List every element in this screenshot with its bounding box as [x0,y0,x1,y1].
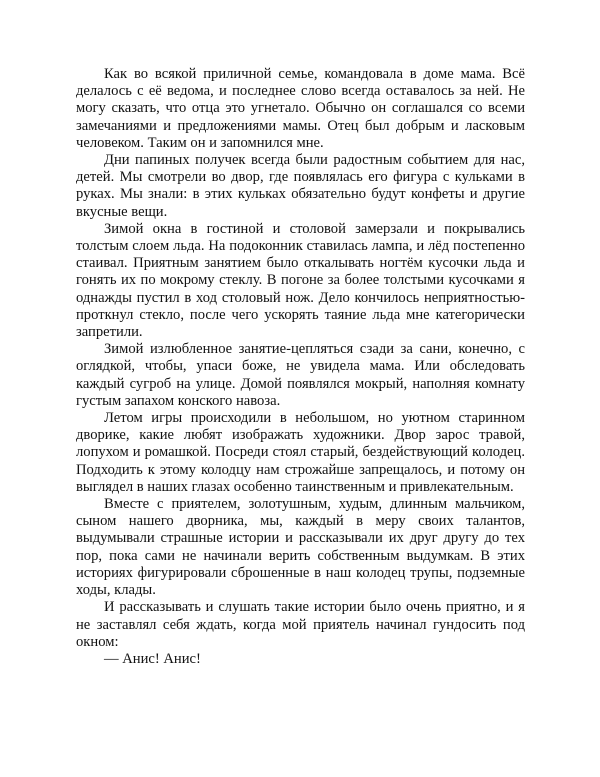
paragraph: Зимой окна в гостиной и столовой замерзали и покрывались толстым слоем льда. На подоконник ставилась лампа, и лёд постепенно стаивал. Приятным занятием было откалывать ногтём кусочки льда и гонять их по мокрому стеклу. В погоне за более толстыми кусочками я однажды пустил в ход столовый нож. Дело кончилось неприятностью-проткнул стекло, после чего ускорять таяние льда мне категорически запретили. [76,220,525,341]
paragraph: Летом игры происходили в небольшом, но уютном старинном дворике, какие любят изображать художники. Двор зарос травой, лопухом и ромашкой. Посреди стоял старый, бездействующий колодец. Подходить к этому колодцу нам строжайше запрещалось, и потому он выглядел в наших глазах особенно таинственным и привлекательным. [76,410,525,495]
paragraph: Зимой излюбленное занятие-цепляться сзади за сани, конечно, с оглядкой, чтобы, упаси боже, не увидела мама. Или обследовать каждый сугроб на улице. Домой появлялся мокрый, наполняя комнату густым запахом конского навоза. [76,341,525,409]
paragraph: Как во всякой приличной семье, командовала в доме мама. Всё делалось с её ведома, и последнее слово всегда оставалось за ней. Не могу сказать, что отца это угнетало. Обычно он соглашался со всеми замечаниями и предложениями мамы. Отец был добрым и ласковым человеком. Таким он и запомнился мне. [76,66,525,151]
paragraph: И рассказывать и слушать такие истории было очень приятно, и я не заставлял себя ждать, когда мой приятель начинал гундосить под окном: [76,599,525,650]
document-page [76,66,525,668]
paragraph: Вместе с приятелем, золотушным, худым, длинным мальчиком, сыном нашего дворника, мы, каждый в меру своих талантов, выдумывали страшные истории и рассказывали их друг другу до тех пор, пока сами не начинали верить собственным выдумкам. В этих историях фигурировали сброшенные в наш колодец трупы, подземные ходы, клады. [76,496,525,599]
dialogue-line: — Анис! Анис! [104,650,201,667]
paragraph: Дни папиных получек всегда были радостным событием для нас, детей. Мы смотрели во двор, где появлялась его фигура с кульками в руках. Мы знали: в этих кульках обязательно будут конфеты и другие вкусные вещи. [76,152,525,220]
